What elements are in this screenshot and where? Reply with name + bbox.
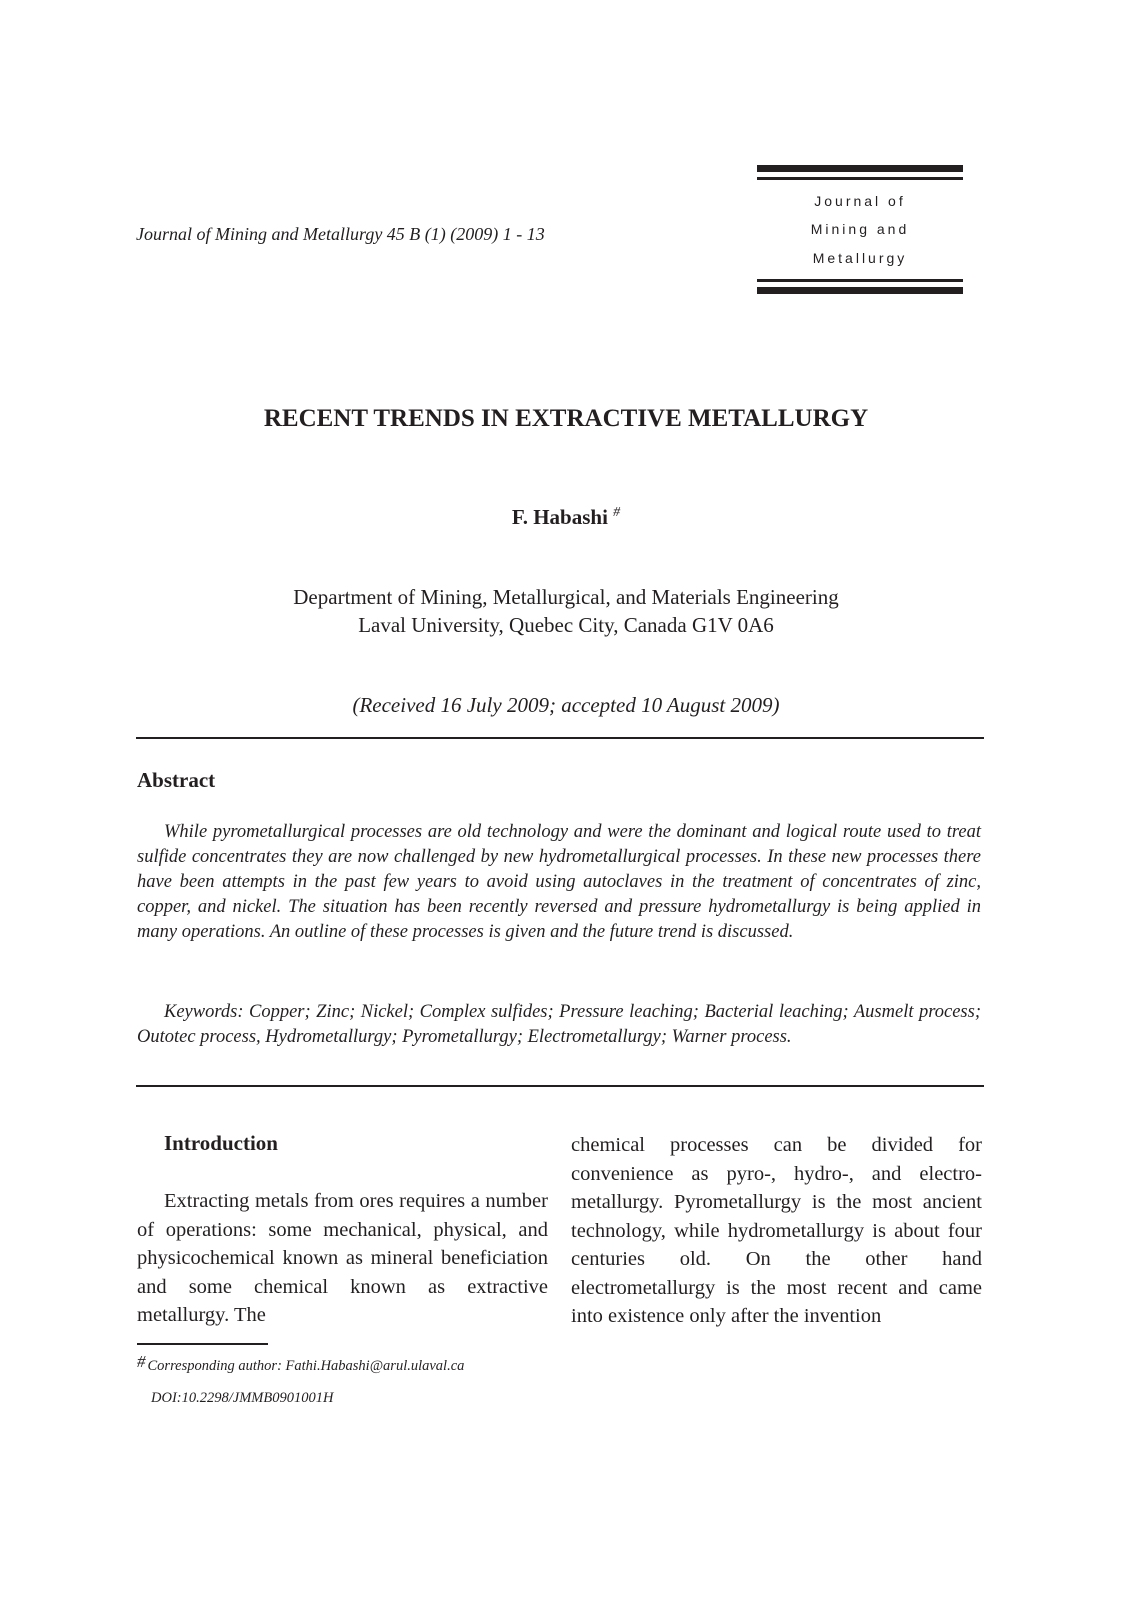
- logo-line-2: Mining and: [810, 221, 910, 237]
- abstract-heading: Abstract: [137, 768, 216, 792]
- divider-top: [136, 737, 984, 739]
- introduction-left-column: Extracting metals from ores requires a number of operations: some mechanical, physical, and physicochemical known as mineral beneficiation and some chemical known as extractive metallurgy. The: [137, 1190, 548, 1326]
- affiliation-line-2: Laval University, Quebec City, Canada G1V 0A6: [358, 613, 774, 637]
- footnote: [137, 1352, 464, 1375]
- logo-bar-bottom-thick: [757, 287, 963, 294]
- affiliation-line-1: Department of Mining, Metallurgical, and Materials Engineering: [293, 585, 839, 609]
- footnote-mark: #: [137, 1352, 146, 1371]
- article-title: RECENT TRENDS IN EXTRACTIVE METALLURGY: [263, 405, 869, 432]
- logo-line-1: Journal of: [814, 193, 906, 209]
- footnote-text: Corresponding author: Fathi.Habashi@arul.ulaval.ca: [147, 1358, 465, 1374]
- logo-line-3: Metallurgy: [812, 250, 908, 266]
- author: [0, 505, 1132, 530]
- footnote-rule: [137, 1343, 268, 1345]
- logo-bar-bottom-thin: [757, 279, 963, 282]
- introduction-heading: Introduction: [164, 1131, 278, 1155]
- introduction-right-column: chemical processes can be divided for convenience as pyro-, hydro-, and electro-metallurgy. Pyrometallurgy is the most ancient technology, while hydrometallurgy is about four centuries old. On the other hand electrometallurgy is the most recent and came into existence only after the invention: [571, 1134, 982, 1327]
- author-name: F. Habashi: [511, 505, 608, 529]
- keywords: Keywords: Copper; Zinc; Nickel; Complex sulfides; Pressure leaching; Bacterial leaching; Ausmelt process; Outotec process, Hydrometallurgy; Pyrometallurgy; Electrometallurgy; Warner process.: [137, 1002, 981, 1047]
- journal-reference: Journal of Mining and Metallurgy 45 B (1) (2009) 1 - 13: [136, 224, 545, 244]
- doi: DOI:10.2298/JMMB0901001H: [151, 1390, 334, 1406]
- logo-bar-top-thin: [757, 177, 963, 180]
- author-footnote-mark: #: [613, 505, 621, 520]
- divider-bottom: [136, 1085, 984, 1087]
- received-dates: (Received 16 July 2009; accepted 10 August 2009): [352, 693, 780, 717]
- logo-bar-top-thick: [757, 165, 963, 172]
- abstract-body: While pyrometallurgical processes are old technology and were the dominant and logical route used to treat sulfide concentrates they are now challenged by new hydrometallurgical processes. In these new processes there have been attempts in the past few years to avoid using autoclaves in the treatment of concentrates of zinc, copper, and nickel. The situation has been recently reversed and pressure hydrometallurgy is being applied in many operations. An outline of these processes is given and the future trend is discussed.: [137, 822, 981, 942]
- journal-logo: [757, 165, 963, 301]
